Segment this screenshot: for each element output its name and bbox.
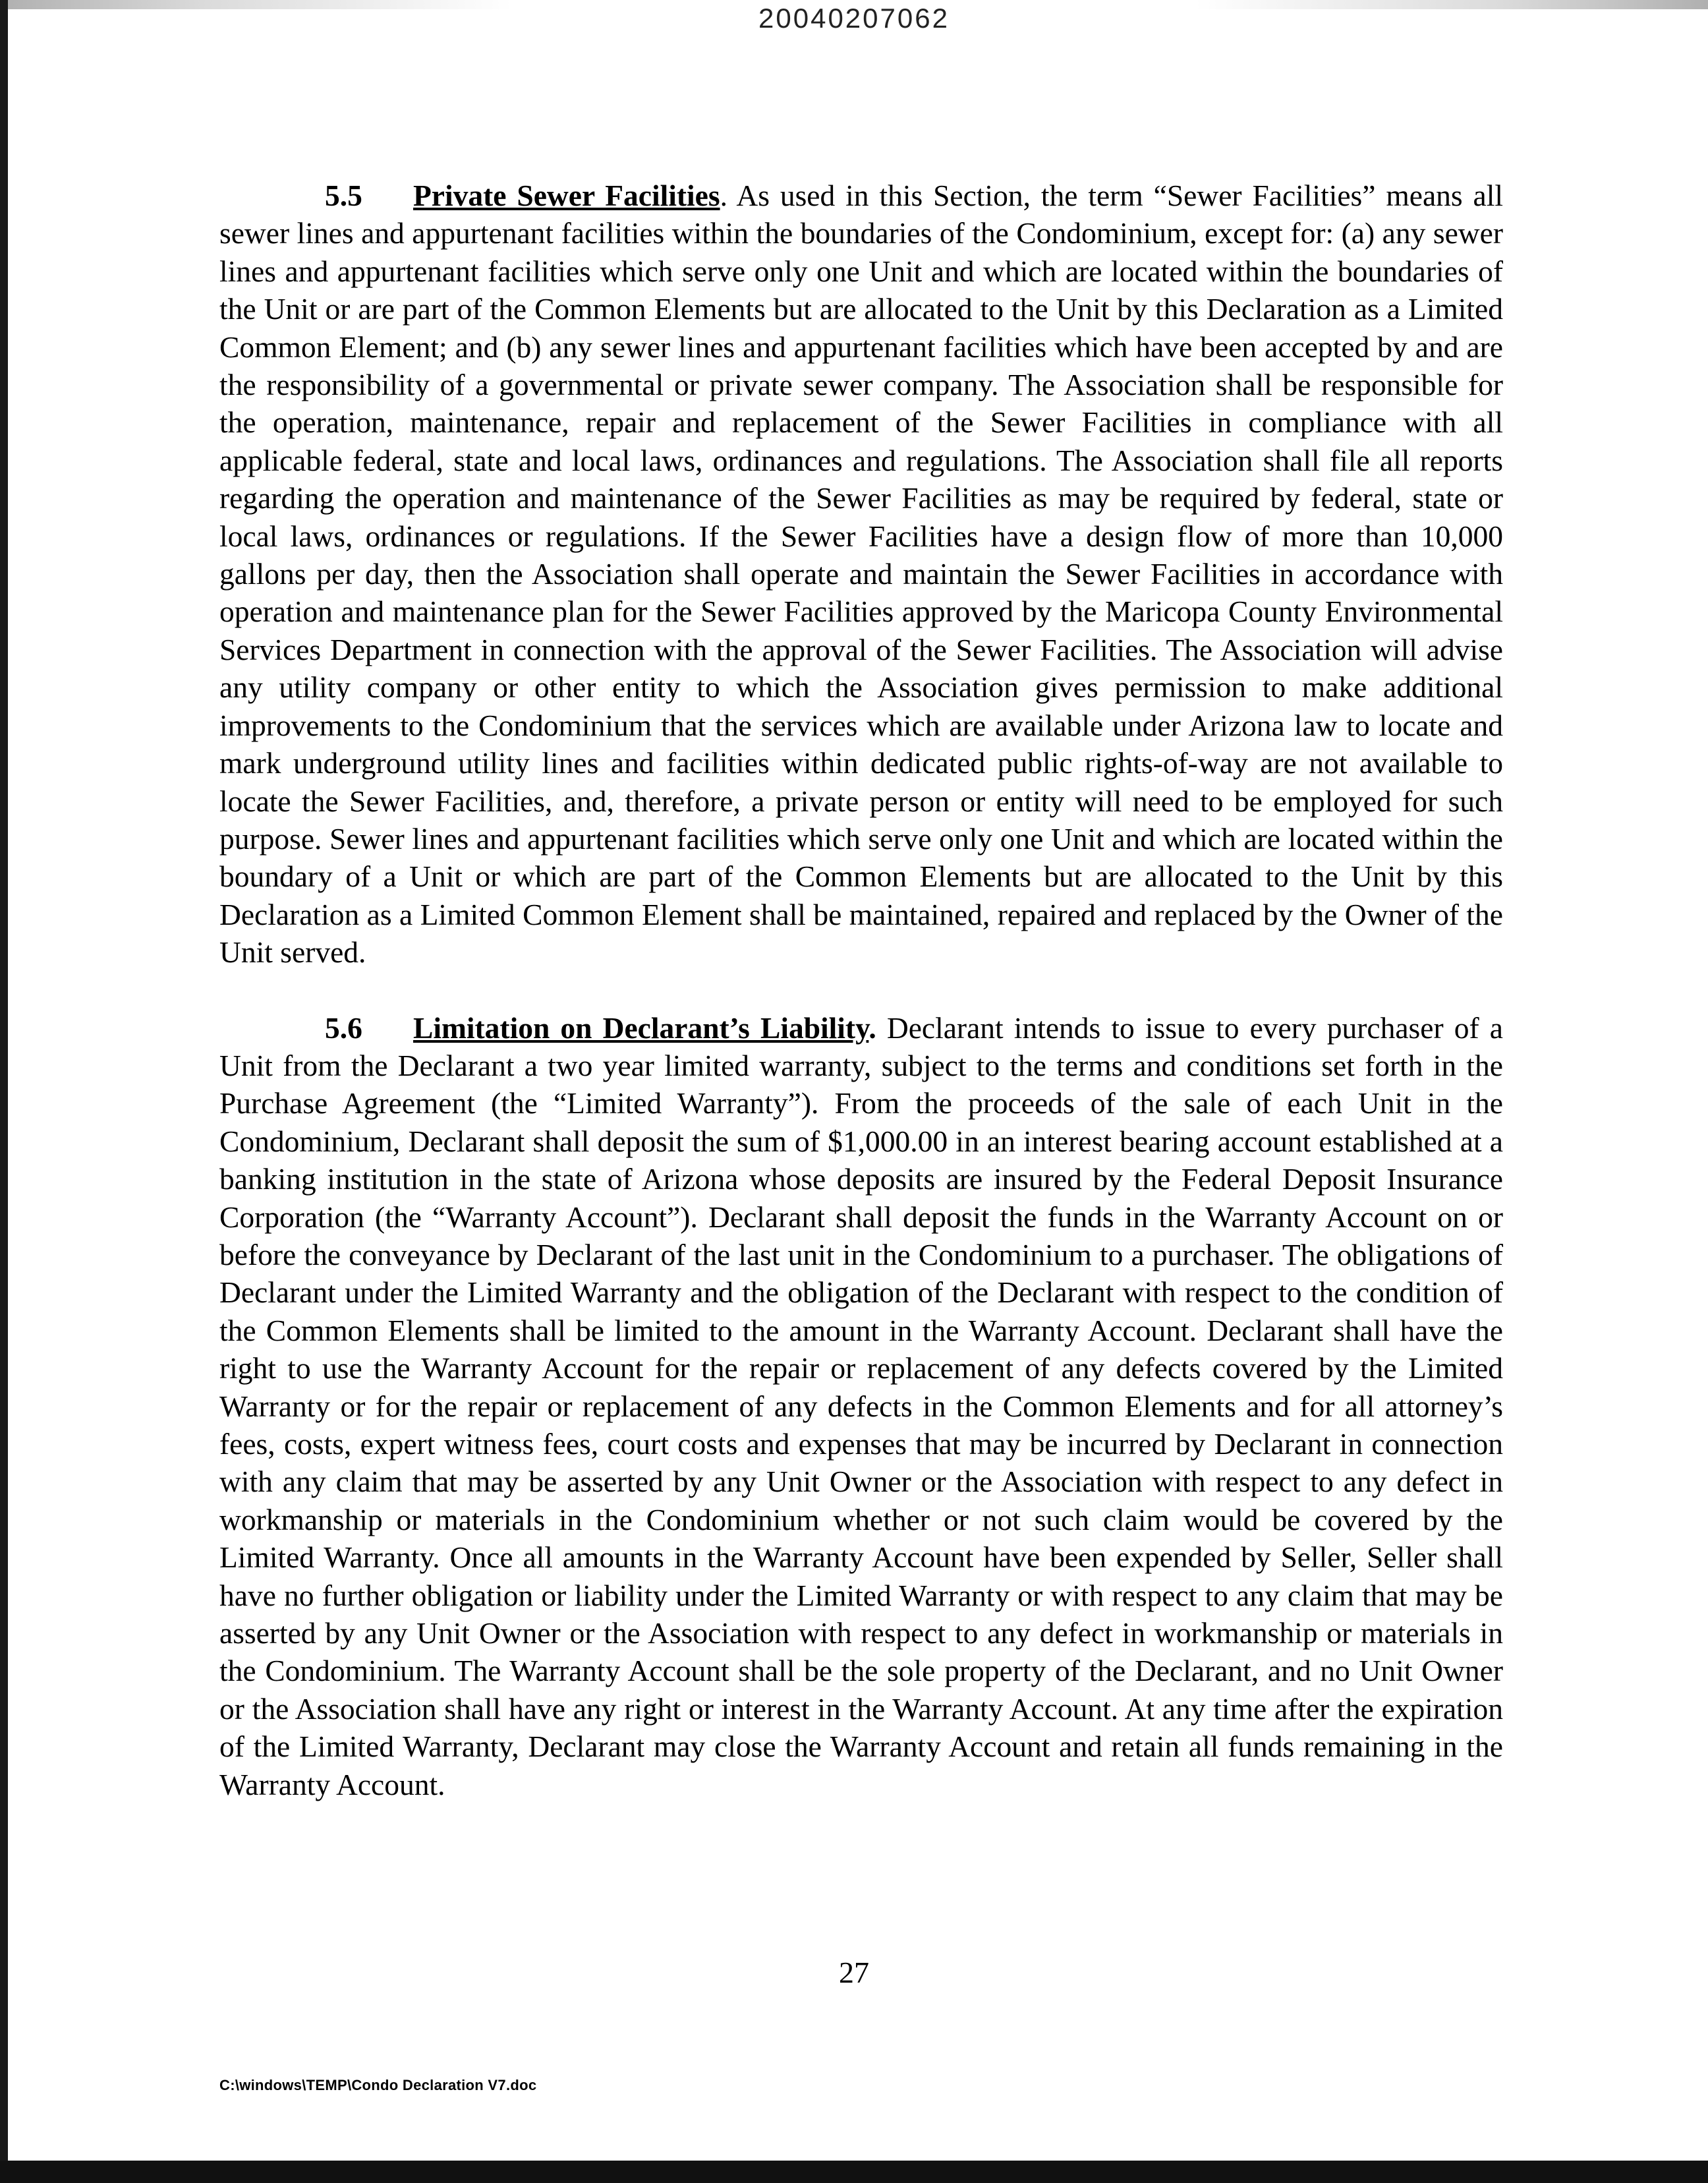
document-body [219, 177, 1503, 1803]
scan-edge-left [0, 0, 8, 2183]
scan-edge-bottom [0, 2161, 1708, 2183]
section-title-punct: . [868, 1010, 876, 1045]
section-5-5 [219, 177, 1503, 972]
section-number: 5.5 [325, 179, 362, 212]
section-body: As used in this Section, the term “Sewer Facilities” means all sewer lines and appurtenant facilities within the boundaries of the Condominium, except for: (a) any sewer lines and appurtenant facilities which serve only one Unit and which are located within the boundaries of the Unit or are part of the Common Elements but are allocated to the Unit by this Declaration as a Limited Common Element; and (b) any sewer lines and appurtenant facilities which have been accepted by and are the responsibility of a governmental or private sewer company. The Association shall be responsible for the operation, maintenance, repair and replacement of the Sewer Facilities in compliance with all applicable federal, state and local laws, ordinances and regulations. The Association shall file all reports regarding the operation and maintenance of the Sewer Facilities as may be required by federal, state or local laws, ordinances or regulations. If the Sewer Facilities have a design flow of more than 10,000 gallons per day, then the Association shall operate and maintain the Sewer Facilities in accordance with operation and maintenance plan for the Sewer Facilities approved by the Maricopa County Environmental Services Department in connection with the approval of the Sewer Facilities. The Association will advise any utility company or other entity to which the Association gives permission to make additional improvements to the Condominium that the services which are available under Arizona law to locate and mark underground utility lines and facilities within dedicated public rights-of-way are not available to locate the Sewer Facilities, and, therefore, a private person or entity will need to be employed for such purpose. Sewer lines and appurtenant facilities which serve only one Unit and which are located within the boundary of a Unit or which are part of the Common Elements but are allocated to the Unit by this Declaration as a Limited Common Element shall be maintained, repaired and replaced by the Owner of the Unit served. [219, 179, 1503, 970]
recording-number: 20040207062 [758, 3, 950, 34]
page-number: 27 [839, 1956, 869, 1989]
section-5-6 [219, 1009, 1503, 1804]
section-title: Private Sewer Facilities [413, 179, 720, 212]
section-title: Limitation on Declarant’s Liability [413, 1010, 869, 1045]
section-title-punct: . [720, 179, 727, 212]
section-number: 5.6 [325, 1010, 362, 1045]
file-path-footer: C:\windows\TEMP\Condo Declaration V7.doc [219, 2077, 537, 2093]
section-body: Declarant intends to issue to every purchaser of a Unit from the Declarant a two year limited warranty, subject to the terms and conditions set forth in the Purchase Agreement (the “Limited Warranty”). From the proceeds of the sale of each Unit in the Condominium, Declarant shall deposit the sum of $1,000.00 in an interest bearing account established at a banking institution in the state of Arizona whose deposits are insured by the Federal Deposit Insurance Corporation (the “Warranty Account”). Declarant shall deposit the funds in the Warranty Account on or before the conveyance by Declarant of the last unit in the Condominium to a purchaser. The obligations of Declarant under the Limited Warranty and the obligation of the Declarant with respect to the condition of the Common Elements shall be limited to the amount in the Warranty Account. Declarant shall have the right to use the Warranty Account for the repair or replacement of any defects covered by the Limited Warranty or for the repair or replacement of any defects in the Common Elements and for all attorney’s fees, costs, expert witness fees, court costs and expenses that may be incurred by Declarant in connection with any claim that may be asserted by any Unit Owner or the Association with respect to any defect in workmanship or materials in the Condominium whether or not such claim would be covered by the Limited Warranty. Once all amounts in the Warranty Account have been expended by Seller, Seller shall have no further obligation or liability under the Limited Warranty or with respect to any claim that may be asserted by any Unit Owner or the Association with respect to any defect in workmanship or materials in the Condominium. The Warranty Account shall be the sole property of the Declarant, and no Unit Owner or the Association shall have any right or interest in the Warranty Account. At any time after the expiration of the Limited Warranty, Declarant may close the Warranty Account and retain all funds remaining in the Warranty Account. [219, 1010, 1503, 1801]
